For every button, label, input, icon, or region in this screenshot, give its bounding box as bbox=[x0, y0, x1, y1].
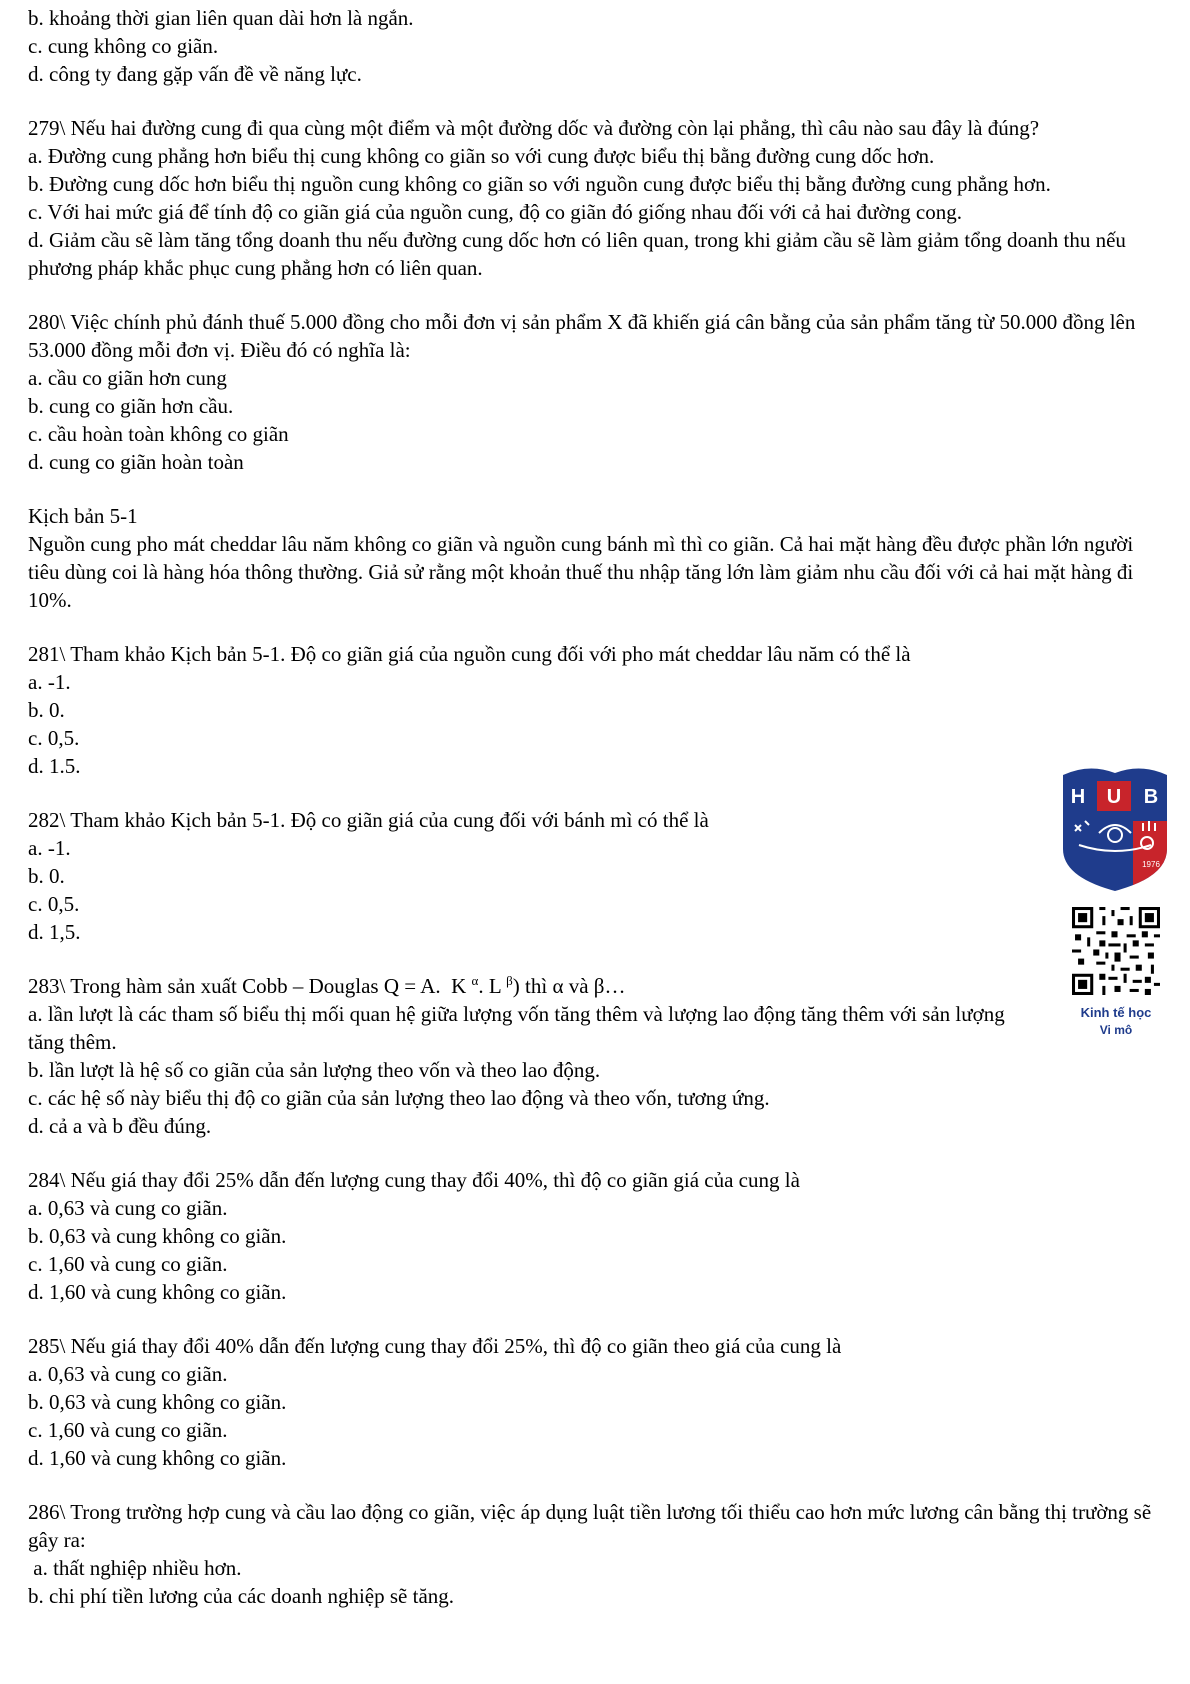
question-284 bbox=[28, 1166, 1168, 1306]
shield-red-band bbox=[1133, 821, 1171, 893]
option: b. 0,63 và cung không co giãn. bbox=[28, 1390, 287, 1414]
option: b. 0. bbox=[28, 864, 65, 888]
hub-shield-logo bbox=[1059, 761, 1171, 893]
question-text: 280\ Việc chính phủ đánh thuế 5.000 đồng cho mỗi đơn vị sản phẩm X đã khiến giá cân bằng của sản phẩm tăng từ 50.000 đồng lên 53.000 đồng mỗi đơn vị. Điều đó có nghĩa là: bbox=[28, 310, 1141, 362]
question-283 bbox=[28, 972, 1168, 1140]
option: b. cung co giãn hơn cầu. bbox=[28, 394, 234, 418]
option: b. Đường cung dốc hơn biểu thị nguồn cung không co giãn so với nguồn cung được biểu thị bằng đường cung phẳng hơn. bbox=[28, 172, 1051, 196]
option: a. cầu co giãn hơn cung bbox=[28, 366, 227, 390]
option: d. 1.5. bbox=[28, 754, 81, 778]
option: c. 1,60 và cung co giãn. bbox=[28, 1252, 228, 1276]
document-page bbox=[28, 4, 1168, 1636]
option: d. cung co giãn hoàn toàn bbox=[28, 450, 244, 474]
beta-exponent: β bbox=[506, 973, 513, 988]
option: d. 1,60 và cung không co giãn. bbox=[28, 1446, 287, 1470]
option: a. Đường cung phẳng hơn biểu thị cung không co giãn so với cung được biểu thị bằng đường cung dốc hơn. bbox=[28, 144, 935, 168]
option: d. Giảm cầu sẽ làm tăng tổng doanh thu nếu đường cung dốc hơn có liên quan, trong khi giảm cầu sẽ làm giảm tổng doanh thu nếu phương pháp khắc phục cung phẳng hơn có liên quan. bbox=[28, 228, 1132, 280]
option: c. cung không co giãn. bbox=[28, 34, 219, 58]
question-282 bbox=[28, 806, 1168, 946]
shield-letter-h: H bbox=[1070, 786, 1086, 808]
question-279 bbox=[28, 114, 1168, 282]
question-mid: . L bbox=[478, 974, 507, 998]
option: c. 0,5. bbox=[28, 892, 80, 916]
scenario-text: Nguồn cung pho mát cheddar lâu năm không co giãn và nguồn cung bánh mì thì co giãn. Cả hai mặt hàng đều được phần lớn người tiêu dùng coi là hàng hóa thông thường. Giả sử rằng một khoản thuế thu nhập tăng lớn làm giảm nhu cầu đối với cả hai mặt hàng đi 10%. bbox=[28, 532, 1139, 612]
scenario-5-1 bbox=[28, 502, 1168, 614]
option: b. 0. bbox=[28, 698, 65, 722]
option: c. 0,5. bbox=[28, 726, 80, 750]
option: a. -1. bbox=[28, 670, 71, 694]
qr-code bbox=[1072, 907, 1160, 995]
question-281 bbox=[28, 640, 1168, 780]
question-suffix: ) thì α và β… bbox=[512, 974, 626, 998]
option: d. công ty đang gặp vấn đề về năng lực. bbox=[28, 62, 362, 86]
option: a. thất nghiệp nhiều hơn. bbox=[28, 1556, 242, 1580]
shield-letter-b: B bbox=[1143, 786, 1159, 808]
option: b. 0,63 và cung không co giãn. bbox=[28, 1224, 287, 1248]
brand-panel bbox=[1057, 761, 1175, 1061]
option: d. 1,60 và cung không co giãn. bbox=[28, 1280, 287, 1304]
question-prefix: 283\ Trong hàm sản xuất Cobb – Douglas Q = A. K bbox=[28, 974, 472, 998]
option: d. cả a và b đều đúng. bbox=[28, 1114, 212, 1138]
option: c. 1,60 và cung co giãn. bbox=[28, 1418, 228, 1442]
brand-subject-subtitle: Vi mô bbox=[1099, 1023, 1133, 1037]
shield-year: 1976 bbox=[1142, 860, 1160, 869]
question-text bbox=[28, 972, 1028, 1000]
question-text: 279\ Nếu hai đường cung đi qua cùng một điểm và một đường dốc và đường còn lại phẳng, thì câu nào sau đây là đúng? bbox=[28, 116, 1040, 140]
option: c. Với hai mức giá để tính độ co giãn giá của nguồn cung, độ co giãn đó giống nhau đối với cả hai đường cong. bbox=[28, 200, 962, 224]
question-text: 282\ Tham khảo Kịch bản 5-1. Độ co giãn giá của cung đối với bánh mì có thể là bbox=[28, 808, 709, 832]
option: a. lần lượt là các tham số biểu thị mối quan hệ giữa lượng vốn tăng thêm và lượng lao động tăng thêm với sản lượng tăng thêm. bbox=[28, 1002, 1010, 1054]
intro-options bbox=[28, 4, 1168, 88]
option: a. 0,63 và cung co giãn. bbox=[28, 1196, 228, 1220]
option: c. cầu hoàn toàn không co giãn bbox=[28, 422, 289, 446]
question-280 bbox=[28, 308, 1168, 476]
question-text: 281\ Tham khảo Kịch bản 5-1. Độ co giãn giá của nguồn cung đối với pho mát cheddar lâu năm có thể là bbox=[28, 642, 911, 666]
brand-subject-title: Kinh tế học bbox=[1080, 1005, 1152, 1020]
alpha-exponent: α bbox=[471, 973, 479, 988]
question-text: 285\ Nếu giá thay đổi 40% dẫn đến lượng cung thay đổi 25%, thì độ co giãn theo giá của cung là bbox=[28, 1334, 842, 1358]
shield-letter-u: U bbox=[1106, 786, 1122, 808]
option: b. khoảng thời gian liên quan dài hơn là ngắn. bbox=[28, 6, 414, 30]
option: b. chi phí tiền lương của các doanh nghiệp sẽ tăng. bbox=[28, 1584, 455, 1608]
question-text: 284\ Nếu giá thay đổi 25% dẫn đến lượng cung thay đổi 40%, thì độ co giãn giá của cung là bbox=[28, 1168, 800, 1192]
option: a. 0,63 và cung co giãn. bbox=[28, 1362, 228, 1386]
option: a. -1. bbox=[28, 836, 71, 860]
scenario-title: Kịch bản 5-1 bbox=[28, 504, 138, 528]
option: c. các hệ số này biểu thị độ co giãn của sản lượng theo lao động và theo vốn, tương ứng. bbox=[28, 1086, 770, 1110]
question-286 bbox=[28, 1498, 1168, 1610]
option: b. lần lượt là hệ số co giãn của sản lượng theo vốn và theo lao động. bbox=[28, 1058, 601, 1082]
option: d. 1,5. bbox=[28, 920, 81, 944]
question-text: 286\ Trong trường hợp cung và cầu lao động co giãn, việc áp dụng luật tiền lương tối thiểu cao hơn mức lương cân bằng thị trường sẽ gây ra: bbox=[28, 1500, 1157, 1552]
question-285 bbox=[28, 1332, 1168, 1472]
